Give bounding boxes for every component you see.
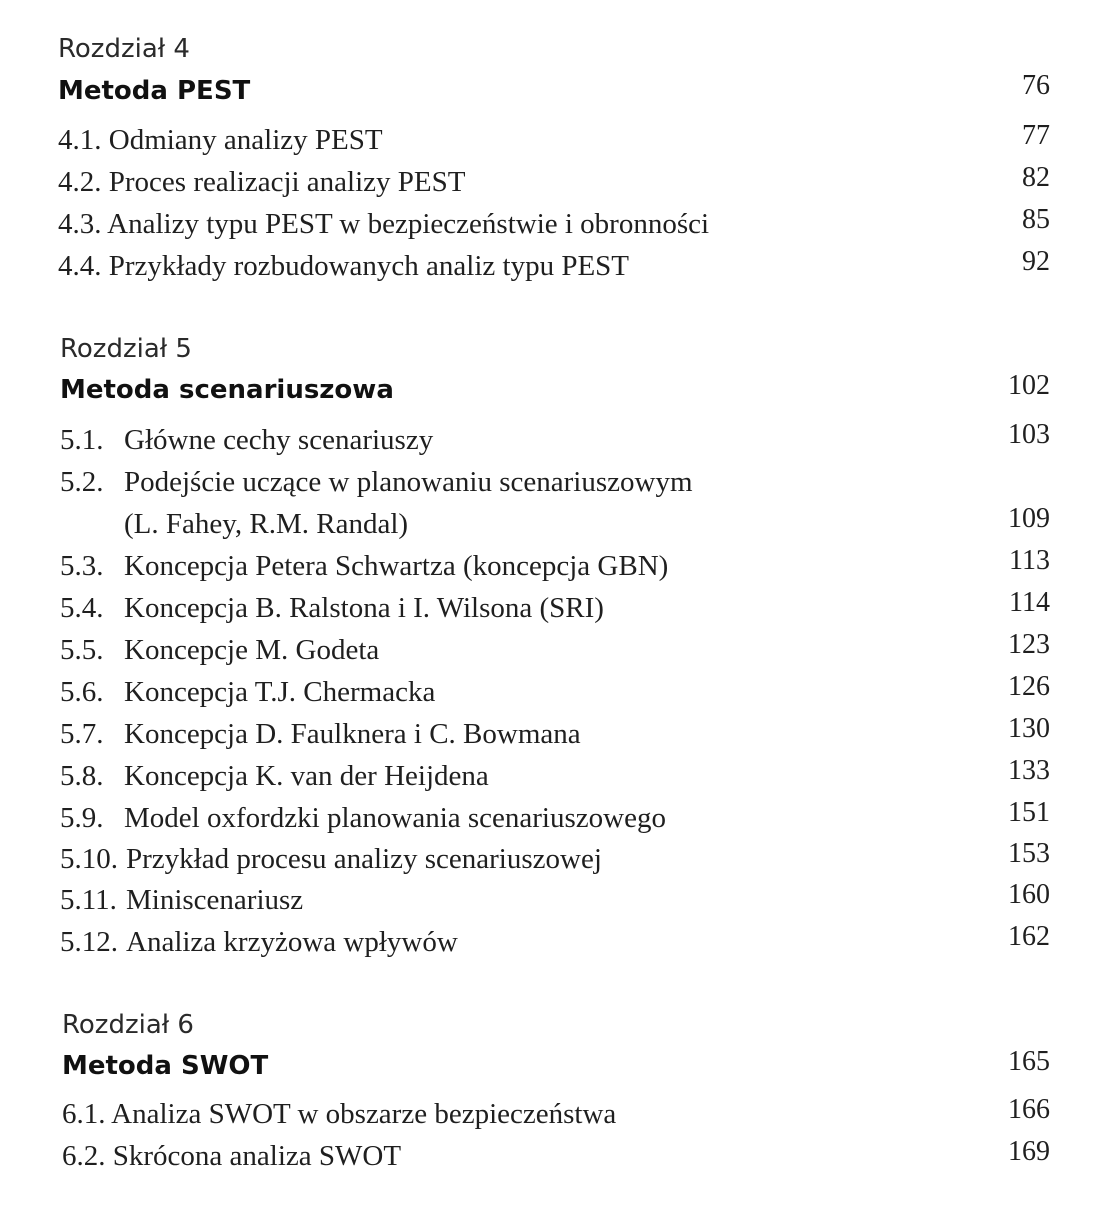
toc-entry	[60, 843, 602, 876]
entry-title: Główne cechy scenariuszy	[124, 424, 434, 456]
entry-title: Analiza SWOT w obszarze bezpieczeństwa	[111, 1098, 617, 1130]
entry-title: Model oxfordzki planowania scenariuszowego	[124, 802, 666, 834]
toc-entry	[60, 760, 489, 793]
entry-number: 5.11.	[60, 884, 117, 916]
entry-page: 169	[1008, 1136, 1050, 1167]
entry-page: 166	[1008, 1094, 1050, 1125]
entry-title: Koncepcja B. Ralstona i I. Wilsona (SRI)	[124, 592, 604, 624]
entry-number: 4.1.	[58, 124, 102, 156]
entry-number: 5.2.	[60, 466, 104, 498]
entry-title-continued: (L. Fahey, R.M. Randal)	[124, 508, 409, 540]
entry-page: 160	[1008, 879, 1050, 910]
toc-entry	[60, 884, 303, 917]
toc-entry	[62, 1098, 616, 1131]
entry-page: 133	[1008, 755, 1050, 786]
entry-page: 123	[1008, 629, 1050, 660]
chapter-page: 165	[1008, 1046, 1050, 1077]
entry-title: Miniscenariusz	[126, 884, 304, 916]
entry-number: 5.1.	[60, 424, 104, 456]
entry-number: 4.3.	[58, 208, 102, 240]
toc-entry	[62, 1140, 401, 1173]
toc-entry	[60, 466, 693, 499]
entry-number: 5.7.	[60, 718, 104, 750]
toc-entry	[60, 550, 668, 583]
entry-number: 6.2.	[62, 1140, 106, 1172]
entry-title: Analizy typu PEST w bezpieczeństwie i obronności	[107, 208, 710, 240]
entry-number: 5.3.	[60, 550, 104, 582]
entry-title: Odmiany analizy PEST	[108, 124, 383, 156]
entry-title: Proces realizacji analizy PEST	[108, 166, 466, 198]
entry-page: 77	[1022, 120, 1050, 151]
entry-title: Podejście uczące w planowaniu scenariuszowym	[124, 466, 693, 498]
chapter-title: Metoda scenariuszowa	[60, 375, 394, 405]
entry-page: 103	[1008, 419, 1050, 450]
entry-page: 113	[1009, 545, 1050, 576]
entry-number: 5.6.	[60, 676, 104, 708]
entry-title: Koncepcje M. Godeta	[124, 634, 380, 666]
toc-entry	[60, 592, 604, 625]
toc-entry	[60, 718, 581, 751]
entry-title: Skrócona analiza SWOT	[112, 1140, 402, 1172]
entry-number: 4.2.	[58, 166, 102, 198]
toc-entry	[60, 926, 458, 959]
entry-page: 126	[1008, 671, 1050, 702]
entry-title: Przykłady rozbudowanych analiz typu PEST	[108, 250, 630, 282]
entry-number: 5.12.	[60, 926, 118, 958]
toc-entry	[60, 634, 379, 667]
chapter-label: Rozdział 6	[62, 1010, 194, 1040]
chapter-title: Metoda SWOT	[62, 1051, 269, 1081]
entry-number: 6.1.	[62, 1098, 106, 1130]
entry-page: 130	[1008, 713, 1050, 744]
chapter-page: 102	[1008, 370, 1050, 401]
toc-entry	[60, 676, 435, 709]
entry-title: Koncepcja T.J. Chermacka	[124, 676, 436, 708]
entry-number: 5.8.	[60, 760, 104, 792]
toc-entry	[58, 124, 383, 157]
chapter-label: Rozdział 4	[58, 34, 190, 64]
toc-entry	[58, 250, 629, 283]
entry-title: Koncepcja D. Faulknera i C. Bowmana	[124, 718, 581, 750]
entry-title: Koncepcja K. van der Heijdena	[124, 760, 489, 792]
chapter-label: Rozdział 5	[60, 334, 192, 364]
entry-page: 162	[1008, 921, 1050, 952]
toc-entry	[58, 208, 709, 241]
entry-title: Koncepcja Petera Schwartza (koncepcja GBN)	[124, 550, 669, 582]
entry-number: 4.4.	[58, 250, 102, 282]
entry-title: Analiza krzyżowa wpływów	[126, 926, 458, 958]
toc-entry	[58, 166, 465, 199]
toc-entry	[60, 424, 433, 457]
entry-page: 114	[1009, 587, 1050, 618]
entry-page: 153	[1008, 838, 1050, 869]
entry-page: 92	[1022, 246, 1050, 277]
entry-number: 5.4.	[60, 592, 104, 624]
chapter-title: Metoda PEST	[58, 76, 251, 106]
entry-page: 85	[1022, 204, 1050, 235]
toc-entry	[60, 802, 666, 835]
entry-page: 109	[1008, 503, 1050, 534]
entry-number: 5.9.	[60, 802, 104, 834]
entry-page: 151	[1008, 797, 1050, 828]
entry-number: 5.10.	[60, 843, 118, 875]
entry-title: Przykład procesu analizy scenariuszowej	[126, 843, 602, 875]
entry-number: 5.5.	[60, 634, 104, 666]
chapter-page: 76	[1022, 70, 1050, 101]
entry-page: 82	[1022, 162, 1050, 193]
